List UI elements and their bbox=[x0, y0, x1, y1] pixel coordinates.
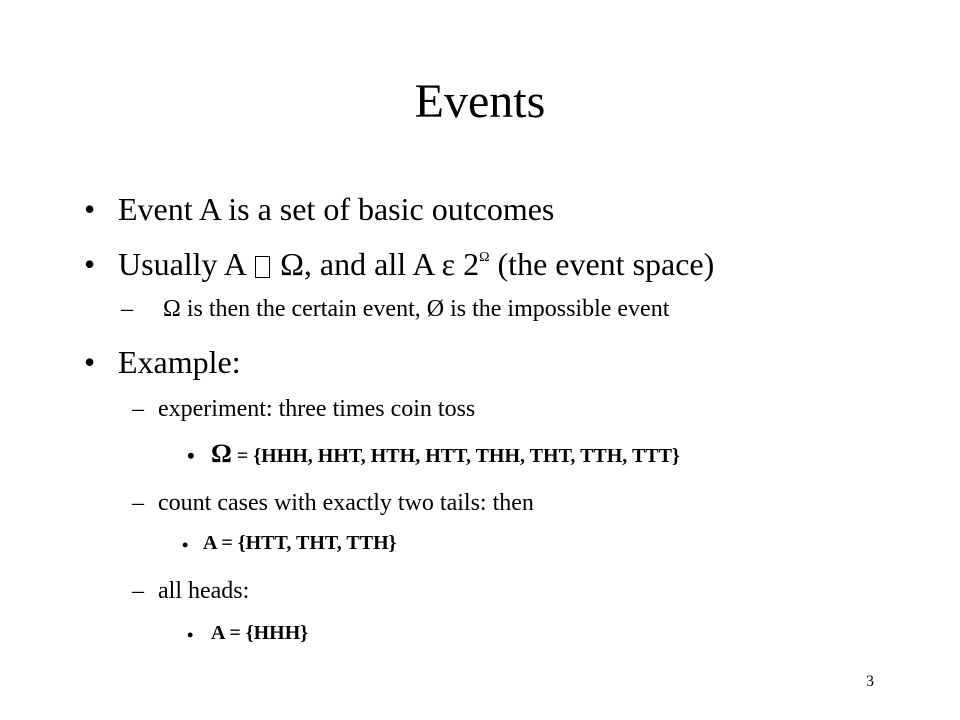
dash-marker: – bbox=[132, 578, 144, 604]
item-all-heads-set: A = {HHH} bbox=[211, 622, 309, 644]
slide-title: Events bbox=[414, 75, 546, 128]
bullet-event-space-before: Usually A bbox=[118, 246, 246, 282]
bullet-event-space-after: (the event space) bbox=[497, 246, 715, 282]
bullet-event-space-middle: , and all A ε 2 bbox=[303, 246, 480, 282]
omega-superscript: Ω bbox=[479, 250, 490, 265]
sub-certain-impossible: Ω is then the certain event, Ø is the impossible event bbox=[163, 296, 670, 322]
page-number: 3 bbox=[866, 673, 874, 690]
omega-symbol: Ω bbox=[280, 246, 304, 282]
sub-count-two-tails: count cases with exactly two tails: then bbox=[158, 490, 534, 516]
bullet-marker: • bbox=[182, 535, 189, 555]
bullet-marker: • bbox=[84, 344, 96, 380]
sample-space-set: = {HHH, HHT, HTH, HTT, THH, THT, TTH, TTT} bbox=[236, 445, 680, 467]
dash-marker: – bbox=[121, 296, 133, 322]
bullet-event-definition: Event A is a set of basic outcomes bbox=[118, 191, 555, 227]
dash-marker: – bbox=[132, 396, 144, 422]
item-sample-space bbox=[211, 441, 680, 469]
sub-all-heads: all heads: bbox=[158, 578, 250, 604]
bullet-marker: • bbox=[84, 191, 96, 227]
bullet-marker: • bbox=[187, 625, 194, 645]
sub-experiment: experiment: three times coin toss bbox=[158, 396, 476, 422]
bullet-marker: • bbox=[187, 443, 195, 468]
omega-symbol: Ω bbox=[211, 439, 232, 468]
dash-marker: – bbox=[132, 490, 144, 516]
bullet-example: Example: bbox=[118, 344, 241, 380]
subset-symbol-icon bbox=[255, 256, 270, 278]
bullet-marker: • bbox=[84, 246, 96, 282]
item-two-tails-set: A = {HTT, THT, TTH} bbox=[203, 532, 397, 554]
bullet-event-space bbox=[118, 244, 714, 284]
